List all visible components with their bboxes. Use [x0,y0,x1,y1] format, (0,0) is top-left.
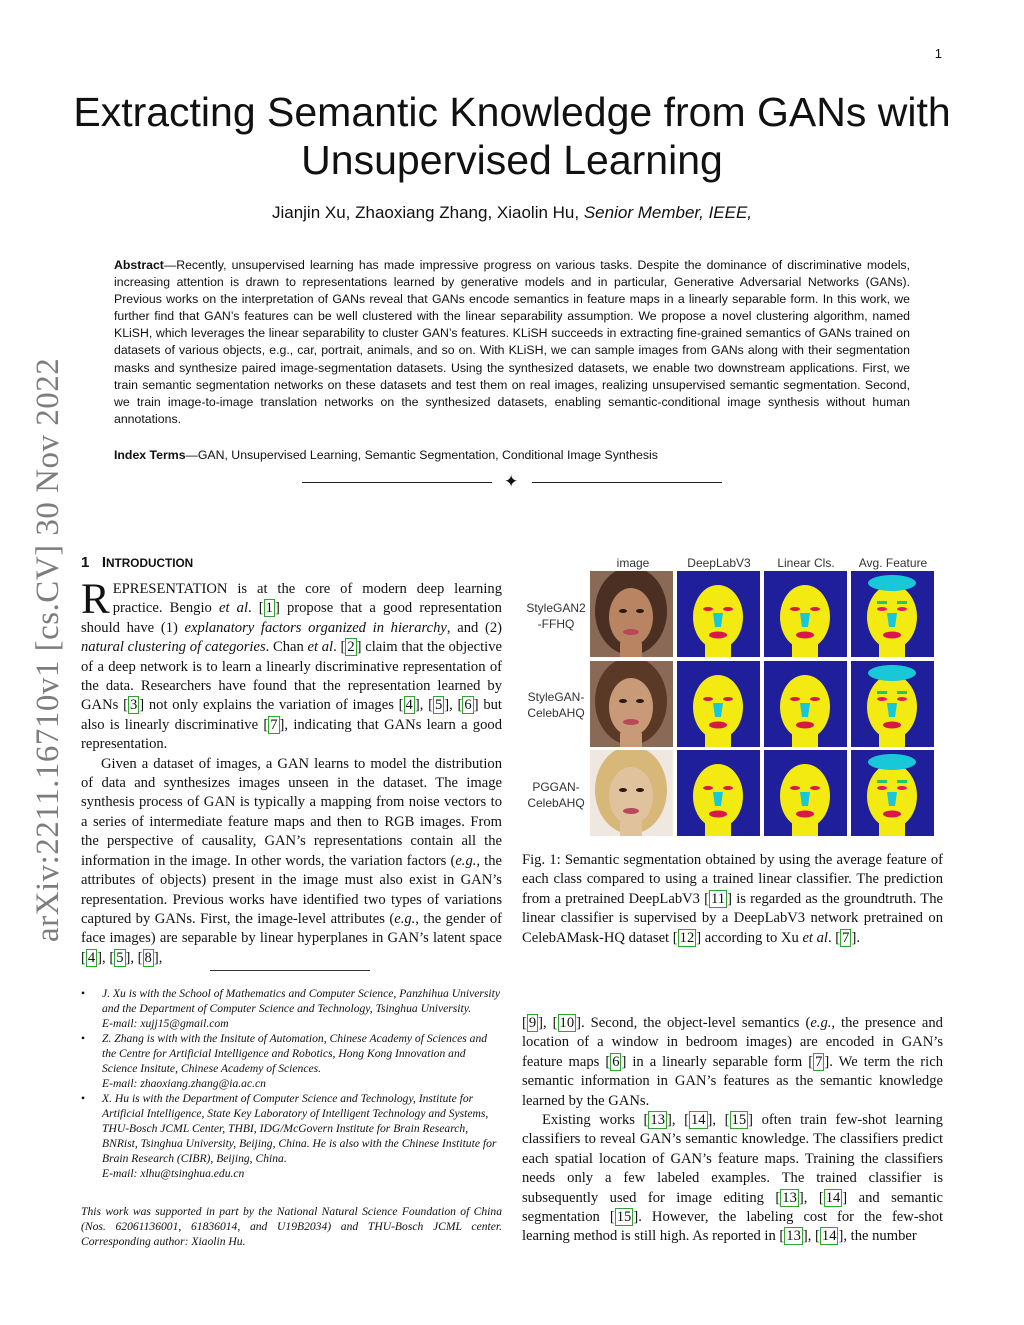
segmentation-mask [851,750,934,836]
text-run: et al [307,639,334,656]
text-run: natural clustering of categories [81,639,266,656]
mask-brow-right [897,601,907,604]
separator-rule-right [532,482,722,483]
figure-cell-stylegan-celebahq-linear-cls [764,661,847,747]
mask-eye-left [703,607,713,611]
mask-lips [883,722,901,729]
footnote-email[interactable]: E-mail: xlhu@tsinghua.edu.cn [102,1167,245,1180]
drop-cap: R [81,576,110,623]
photo-eye-right [636,609,644,613]
citation-link[interactable]: 5 [434,697,443,714]
citation-link[interactable]: 3 [129,697,138,714]
text-run: , indicating that GANs learn a good representation. [81,716,502,753]
citation-link[interactable]: 15 [731,1112,747,1129]
mask-lips [709,722,727,729]
figure-cell-stylegan2-ffhq-avg-feature [851,571,934,657]
funding-note: This work was supported in part by the National Natural Science Foundation of China (Nos. 62061136001, 61836014, and U19B2034) and THU-Bosch JCML center. Corresponding author: Xiaolin Hu. [81,1205,502,1248]
text-run: e.g. [394,910,416,927]
text-run: explanatory factors organized in hierarchy [184,619,447,636]
mask-eye-left [877,697,887,701]
mask-brow-right [897,780,907,783]
text-run: in a linearly separable form [626,1053,809,1070]
photo-neck [620,822,642,836]
mask-lips [796,811,814,818]
citation-link[interactable]: 15 [616,1209,632,1226]
figure-1-caption: Fig. 1: Semantic segmentation obtained by using the average feature of each class compared to using a trained linear classifier. The prediction from a pretrained DeepLabV3 [ 11 ] is regarded as the groundtruth. The linear classifier is supervised by a DeepLabV3 network pretrained on CelebAMask-HQ dataset [ 12 ] according to Xu et al. [ 7 ]. [522,852,943,946]
page-number: 1 [934,46,942,61]
text-run: Given a dataset of images, a GAN learns to model the distribution of data and synthesizes images unseen in the dataset. The image synthesis process of GAN is typically a mapping from noise vectors to a series of intermediate feature maps and then to RGB images. From the perspective of causality, GAN’s representations contain all the information in the image. In other words, the variation factors ( [81,755,502,869]
figure-cell-stylegan2-ffhq-deeplabv3 [677,571,760,657]
citation-link[interactable]: 14 [825,1189,841,1206]
column-header-deeplabv3: DeepLabV3 [687,556,751,570]
mask-hair-accessory [868,754,916,770]
mask-neck [792,820,818,836]
citation-link[interactable]: 4 [87,949,96,966]
text-run: is regarded as the groundtruth. The linear classifier is supervised by a DeepLabV3 network pretrained on CelebAMask-HQ dataset [522,890,943,946]
text-run: et al [802,929,828,946]
citation-link[interactable]: 4 [405,697,413,714]
section-title-initial: I [101,554,107,571]
footnote-rule [210,970,370,971]
text-run: often train few-shot learning classifiers to reveal GAN’s semantic knowledge. The classifiers predict each spatial location of GAN’s feature maps. Training the classifiers needs only a few labeled examples. The trained classifier is subsequently used for image editing [522,1112,943,1206]
citation-link[interactable]: 9 [528,1015,537,1031]
mask-eye-left [790,607,800,611]
mask-eye-right [723,607,733,611]
mask-brow-right [897,691,907,694]
author-role: Senior Member, IEEE, [583,203,753,222]
footnote-text: J. Xu is with the School of Mathematics and Computer Science, Panzhihua University and the Department of Computer Science and Technology, Tsinghua University. [102,987,500,1015]
footnote-bullet: • [81,1092,86,1105]
mask-hair-accessory [868,665,916,681]
text-run: , and (2) [446,619,502,636]
mask-eye-right [810,697,820,701]
footnote-text: Z. Zhang is with with the Insitute of Automation, Chinese Academy of Sciences and the Centre for Artificial Intelligence and Robotics, Hong Kong Innovation and Science Insitute, Chinese Academy of Sciences. [102,1032,488,1075]
text-run: Existing works [542,1112,644,1129]
text-run: Semantic segmentation obtained by using the average feature of each class compared to using a trained linear classifier. The prediction from a pretrained DeepLabV3 [522,852,943,907]
text-run: , the gender of face images) are separable by linear hyperplanes in GAN’s latent space [81,910,502,947]
mask-eye-left [703,697,713,701]
section-number: 1 [81,554,90,571]
arxiv-identifier[interactable]: arXiv:2211.16710v1 [cs.CV] 30 Nov 2022 [30,357,66,942]
figure-cell-stylegan2-ffhq-image [590,571,673,657]
citation-link[interactable]: 13 [650,1112,665,1129]
figure-cell-pggan-celebahq-linear-cls [764,750,847,836]
face-photo-icon [590,750,673,836]
mask-eye-right [810,607,820,611]
index-terms-label: Index Terms [114,448,186,462]
text-run: . Second, the object-level semantics ( [581,1015,811,1031]
citation-link[interactable]: 6 [464,697,472,714]
mask-brow-left [877,601,887,604]
row-label-line: CelebAHQ [527,796,585,810]
footnote-hu [81,1091,502,1181]
photo-face [609,767,653,825]
segmentation-mask [851,661,934,747]
title-line-1: Extracting Semantic Knowledge from GANs with [73,89,951,135]
citation-link[interactable]: 11 [711,890,726,907]
right-paragraph-2: Existing works [ 13 ], [ 14 ], [ 15 ] often train few-shot learning classifiers to reveal GAN’s semantic knowledge. The classifiers predict each spatial location of GAN’s feature maps. Training the classifiers needs only a few labeled examples. The trained classifier is subsequently used for image editing [ 13 ], [ 14 ] and semantic segmentation [ 15 ]. However, the labeling cost for the few-shot learning method is still high. As reported in [ 13 ], [ 14 ], the number [522,1112,944,1245]
footnote-bullet: • [81,1032,86,1045]
mask-lips [796,632,814,639]
title-line-2: Unsupervised Learning [301,137,723,183]
text-run: propose that a good representation should have (1) [81,600,502,636]
text-run: . Chan [265,639,308,656]
row-label-line: PGGAN- [532,780,580,794]
text-run: and semantic segmentation [522,1189,943,1226]
separator-rule-left [302,482,492,483]
photo-eye-left [619,609,627,613]
text-run: e.g. [455,852,477,869]
segmentation-mask [851,571,934,657]
column-header-avg-feature: Avg. Feature [858,556,928,570]
index-terms-text: —GAN, Unsupervised Learning, Semantic Segmentation, Conditional Image Synthesis [185,448,658,462]
figure-cell-stylegan2-ffhq-linear-cls [764,571,847,657]
mask-eye-left [790,786,800,790]
mask-brow-left [877,780,887,783]
mask-lips [709,811,727,818]
figure-cell-stylegan-celebahq-image [590,661,673,747]
photo-neck [620,733,642,747]
figure-cell-stylegan-celebahq-avg-feature [851,661,934,747]
mask-lips [883,632,901,639]
text-run: , the attributes of objects) present in the image must also exist in GAN’s representation. Previous works have identified two types of variations captured by GANs. First, the image-level attributes ( [81,852,502,927]
mask-neck [705,820,731,836]
citation-link[interactable]: 14 [690,1112,706,1129]
photo-face [609,678,653,736]
footnote-email[interactable]: E-mail: zhaoxiang.zhang@ia.ac.cn [102,1077,266,1090]
row-label-line: -FFHQ [537,617,575,631]
citation-link[interactable]: 7 [270,716,278,733]
abstract [114,257,910,428]
author-list [60,203,964,223]
segmentation-mask [677,661,760,747]
intro-paragraph-2: Given a dataset of images, a GAN learns to model the distribution of data and synthesizes images unseen in the dataset. The image synthesis process of GAN is typically a mapping from noise vectors to a series of intermediate feature maps and then to RGB images. From the perspective of causality, GAN’s representations contain all the information in the image. In other words, the variation factors (e.g., the attributes of objects) present in the image must also exist in GAN’s representation. Previous works have identified two types of variations captured by GANs. First, the image-level attributes (e.g., the gender of face images) are separable by linear hyperplanes in GAN’s latent space [ 4 ], [ 5 ], [ 8 ], [81,755,502,966]
photo-eye-left [619,699,627,703]
row-label-pggan-celebahq [520,779,592,811]
mask-lips [709,632,727,639]
mask-neck [879,731,905,747]
mask-eye-left [790,697,800,701]
intro-right-column [522,1014,943,1247]
face-photo-icon [590,571,673,657]
footnote-bullet: • [81,987,86,1000]
citation-link[interactable]: 13 [782,1189,797,1206]
photo-neck [620,643,642,657]
text-run: . We term the rich semantic information in GAN’s features as the semantic knowledge learned by the GANs. [522,1053,943,1109]
row-label-stylegan-celebahq [520,689,592,721]
column-header-image: image [616,556,650,570]
caption-label: Fig. 1: [522,852,565,868]
citation-link[interactable]: 6 [612,1053,620,1070]
section-heading-introduction [81,554,193,571]
mask-neck [879,641,905,657]
mask-hair-accessory [868,575,916,591]
segmentation-mask [677,750,760,836]
citation-link[interactable]: 7 [815,1053,823,1070]
row-label-line: StyleGAN- [527,690,585,704]
footnote-email[interactable]: E-mail: xujj15@gmail.com [102,1017,229,1030]
photo-eye-right [636,699,644,703]
separator-diamond-icon: ✦ [504,472,519,491]
text-run: not only explains the variation of images [144,697,399,714]
footnote-xu [81,986,502,1031]
citation-link[interactable]: 8 [144,949,152,966]
intro-left-column [81,576,502,968]
right-paragraph-1: [ 9 ], [ 10 ]. Second, the object-level semantics (e.g., the presence and location of a window in bedroom images) are encoded in GAN’s feature maps [ 6 ] in a linearly separable form [ 7 ]. We term the rich semantic information in GAN’s features as the semantic knowledge learned by the GANs. [522,1015,943,1109]
column-header-linear-cls: Linear Cls. [777,556,835,570]
text-run: et al [218,600,248,617]
figure-1 [520,553,945,838]
figure-cell-stylegan-celebahq-deeplabv3 [677,661,760,747]
row-label-line: StyleGAN2 [526,601,586,615]
text-run: , the number [843,1228,917,1245]
text-run: according to Xu [701,929,803,946]
mask-neck [792,641,818,657]
mask-lips [883,811,901,818]
face-photo-icon [590,661,673,747]
mask-eye-right [810,786,820,790]
section-title-rest: NTRODUCTION [106,556,194,570]
photo-eye-left [619,788,627,792]
figure-cell-pggan-celebahq-deeplabv3 [677,750,760,836]
citation-link[interactable]: 14 [821,1228,837,1245]
mask-neck [705,731,731,747]
affiliation-footnotes [81,986,502,1181]
citation-link[interactable]: 10 [559,1015,575,1031]
mask-eye-right [897,786,907,790]
citation-link[interactable]: 1 [265,600,273,617]
photo-lips [623,808,639,814]
intro-paragraph-1: REPRESENTATION is at the core of modern deep learning practice. Bengio et al. [ 1 ] propose that a good representation should have (1) explanatory factors organized in hierarchy, and (2) natural clustering of categories. Chan et al. [ 2 ] claim that the objective of a deep network is to learn a linearly discriminative representation of the data. Researchers have found that the representation learned by GANs [ 3 ] not only explains the variation of images [ 4 ], [ 5 ], [ 6 ] but also is linearly discriminative [ 7 ], indicating that GANs learn a good representation. [81,576,502,753]
photo-lips [623,629,639,635]
mask-eye-right [723,786,733,790]
mask-eye-left [877,607,887,611]
mask-eye-right [723,697,733,701]
segmentation-mask [764,661,847,747]
index-terms [114,448,910,462]
footnote-text: X. Hu is with the Department of Computer Science and Technology, Institute for Artificial Intelligence, State Key Laboratory of Intelligent Technology and Systems, THU-Bosch JCML Center, THBI, IDG/McGovern Institute for Brain Research, BNRist, Tsinghua University, Beijing, China. He is also with the Chinese Institute for Brain Research (CIBR), Beijing, China. [102,1092,497,1165]
photo-lips [623,719,639,725]
abstract-label: Abstract [114,258,164,272]
segmentation-mask [764,750,847,836]
row-label-stylegan2-ffhq [520,600,592,632]
photo-eye-right [636,788,644,792]
text-run: claim that the objective of a deep network is to learn a linearly discriminative representation of the data. Researchers have found that the representation learned by GANs [81,639,502,714]
row-label-line: CelebAHQ [527,706,585,720]
citation-link[interactable]: 12 [679,929,695,946]
text-run: EPRESENTATION is at the core of modern deep learning practice. Bengio [112,581,502,617]
figure-cell-pggan-celebahq-avg-feature [851,750,934,836]
text-run: . [856,929,860,946]
text-run: , the presence and location of a window in bedroom images) are encoded in GAN’s feature maps [522,1015,943,1070]
mask-neck [705,641,731,657]
paper-title [60,88,964,184]
segmentation-mask [764,571,847,657]
mask-eye-left [703,786,713,790]
footnote-zhang [81,1031,502,1091]
mask-eye-left [877,786,887,790]
mask-eye-right [897,607,907,611]
figure-cell-pggan-celebahq-image [590,750,673,836]
photo-face [609,588,653,646]
mask-brow-left [877,691,887,694]
mask-neck [792,731,818,747]
text-run: but also is linearly discriminative [81,697,502,733]
text-run: e.g. [810,1015,832,1031]
mask-eye-right [897,697,907,701]
mask-neck [879,820,905,836]
citation-link[interactable]: 7 [842,929,850,946]
mask-lips [796,722,814,729]
segmentation-mask [677,571,760,657]
citation-link[interactable]: 5 [116,949,124,966]
citation-link[interactable]: 2 [347,639,355,656]
abstract-text: —Recently, unsupervised learning has made impressive progress on various tasks. Despite the dominance of discriminative models, increasing attention is drawn to representations learned by generative models and in particular, Generative Adversarial Networks (GANs). Previous works on the interpretation of GANs reveal that GANs encode semantics in feature maps in a linearly separable form. In this work, we further find that GAN’s features can be well clustered with the linear separability assumption. We propose a novel clustering algorithm, named KLiSH, which leverages the linear separability to cluster GAN’s features. KLiSH succeeds in extracting fine-grained semantics of GANs trained on datasets of various objects, e.g., car, portrait, animals, and so on. With KLiSH, we can sample images from GANs along with their segmentation masks and synthesize paired image-segmentation datasets. Using the synthesized datasets, we enable two downstream applications. First, we train semantic segmentation networks on these datasets and test them on real images, realizing unsupervised semantic segmentation. Second, we train image-to-image translation networks on the synthesized datasets, enabling semantic-conditional image synthesis without human annotations. [114,258,910,426]
citation-link[interactable]: 13 [786,1228,801,1245]
text-run: . However, the labeling cost for the few-shot learning method is still high. As reported in [522,1209,944,1245]
author-names: Jianjin Xu, Zhaoxiang Zhang, Xiaolin Hu, [271,203,580,222]
